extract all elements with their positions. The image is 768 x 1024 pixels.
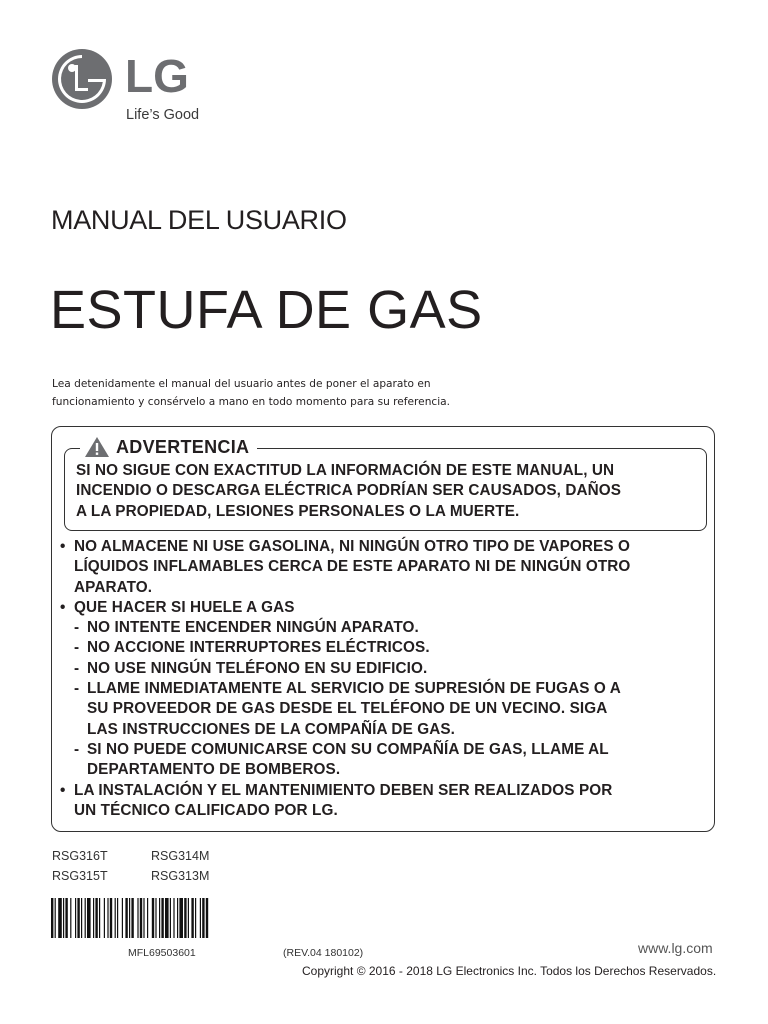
model-number: RSG316T	[52, 849, 108, 863]
list-item-cont: APARATO.	[74, 578, 153, 596]
barcode-bar	[99, 898, 100, 938]
model-number: RSG313M	[151, 869, 210, 883]
barcode-bar	[173, 898, 174, 938]
barcode-bar	[165, 898, 169, 938]
barcode-bar	[200, 898, 201, 938]
barcode-bar	[206, 898, 208, 938]
sub-item-cont: DEPARTAMENTO DE BOMBEROS.	[87, 761, 341, 779]
document-subtitle: MANUAL DEL USUARIO	[51, 205, 347, 235]
barcode-bar	[129, 898, 130, 938]
list-item: • LA INSTALACIÓN Y EL MANTENIMIENTO DEBEN SER REALIZADOS POR	[60, 781, 613, 799]
warning-label-text: ADVERTENCIA	[116, 436, 250, 457]
barcode-bar	[161, 898, 163, 938]
sub-item: - NO INTENTE ENCENDER NINGÚN APARATO.	[74, 619, 419, 637]
barcode-bar	[81, 898, 82, 938]
barcode-bar	[202, 898, 204, 938]
intro-line: funcionamiento y consérvelo a mano en todo momento para su referencia.	[52, 396, 451, 408]
barcode-bar	[110, 898, 112, 938]
barcode-bar	[85, 898, 86, 938]
barcode-bar	[63, 898, 64, 938]
barcode-bar	[55, 898, 56, 938]
barcode-bar	[65, 898, 67, 938]
barcode-bar	[140, 898, 142, 938]
barcode-bar	[195, 898, 196, 938]
sub-item-cont: SU PROVEEDOR DE GAS DESDE EL TELÉFONO DE UN VECINO. SIGA	[87, 700, 608, 718]
list-item-cont: UN TÉCNICO CALIFICADO POR LG.	[74, 801, 338, 819]
warning-list	[60, 537, 630, 821]
warning-header-line: A LA PROPIEDAD, LESIONES PERSONALES O LA MUERTE.	[76, 502, 520, 520]
barcode-bar	[131, 898, 133, 938]
barcode-bar	[104, 898, 105, 938]
revision: (REV.04 180102)	[283, 947, 364, 959]
lg-face-logo-icon	[52, 49, 112, 109]
website-link[interactable]: www.lg.com	[638, 940, 713, 956]
warning-label	[80, 434, 257, 460]
barcode-bar	[179, 898, 183, 938]
model-number: RSG315T	[52, 869, 108, 883]
barcode-bar	[87, 898, 91, 938]
warning-triangle-icon	[84, 436, 110, 458]
barcode-bar	[51, 898, 53, 938]
document-title: ESTUFA DE GAS	[50, 280, 483, 340]
barcode-bar	[191, 898, 193, 938]
barcode-bar	[147, 898, 148, 938]
intro-text	[52, 375, 492, 411]
barcode-bar	[152, 898, 154, 938]
list-item-cont: LÍQUIDOS INFLAMABLES CERCA DE ESTE APARATO NI DE NINGÚN OTRO	[74, 558, 631, 576]
barcode-bar	[170, 898, 171, 938]
model-number: RSG314M	[151, 849, 210, 863]
sub-item: - LLAME INMEDIATAMENTE AL SERVICIO DE SUPRESIÓN DE FUGAS O A	[74, 680, 621, 698]
list-item: • NO ALMACENE NI USE GASOLINA, NI NINGÚN OTRO TIPO DE VAPORES O	[60, 538, 630, 555]
barcode-bar	[77, 898, 79, 938]
intro-line: Lea detenidamente el manual del usuario antes de poner el aparato en	[52, 378, 431, 390]
barcode-bar	[70, 898, 71, 938]
sub-item: - NO ACCIONE INTERRUPTORES ELÉCTRICOS.	[74, 639, 430, 657]
barcode-bar	[107, 898, 108, 938]
copyright: Copyright © 2016 - 2018 LG Electronics Inc. Todos los Derechos Reservados.	[302, 964, 717, 978]
barcode-bar	[125, 898, 127, 938]
part-number: MFL69503601	[128, 947, 196, 959]
warning-header-line: SI NO SIGUE CON EXACTITUD LA INFORMACIÓN DE ESTE MANUAL, UN	[76, 462, 615, 479]
warning-header-line: INCENDIO O DESCARGA ELÉCTRICA PODRÍAN SER CAUSADOS, DAÑOS	[76, 482, 622, 500]
barcode-bar	[184, 898, 186, 938]
barcode-bar	[115, 898, 116, 938]
sub-item: - NO USE NINGÚN TELÉFONO EN SU EDIFICIO.	[74, 659, 428, 677]
barcode-bar	[188, 898, 189, 938]
barcode-bar	[58, 898, 62, 938]
lg-wordmark: LG	[125, 50, 189, 102]
barcode-bar	[137, 898, 138, 938]
barcode-bar	[122, 898, 123, 938]
warning-header-text	[76, 461, 621, 522]
list-item: • QUE HACER SI HUELE A GAS	[60, 598, 295, 616]
barcode	[51, 898, 283, 938]
barcode-bar	[155, 898, 156, 938]
sub-item-cont: LAS INSTRUCCIONES DE LA COMPAÑÍA DE GAS.	[87, 720, 456, 738]
barcode-bar	[177, 898, 178, 938]
brand-tagline: Life’s Good	[126, 107, 200, 123]
barcode-bar	[75, 898, 76, 938]
barcode-bar	[143, 898, 144, 938]
sub-item: - SI NO PUEDE COMUNICARSE CON SU COMPAÑÍA DE GAS, LLAME AL	[74, 740, 609, 758]
barcode-bar	[93, 898, 94, 938]
barcode-bar	[117, 898, 118, 938]
barcode-bar	[159, 898, 160, 938]
barcode-bar	[95, 898, 97, 938]
